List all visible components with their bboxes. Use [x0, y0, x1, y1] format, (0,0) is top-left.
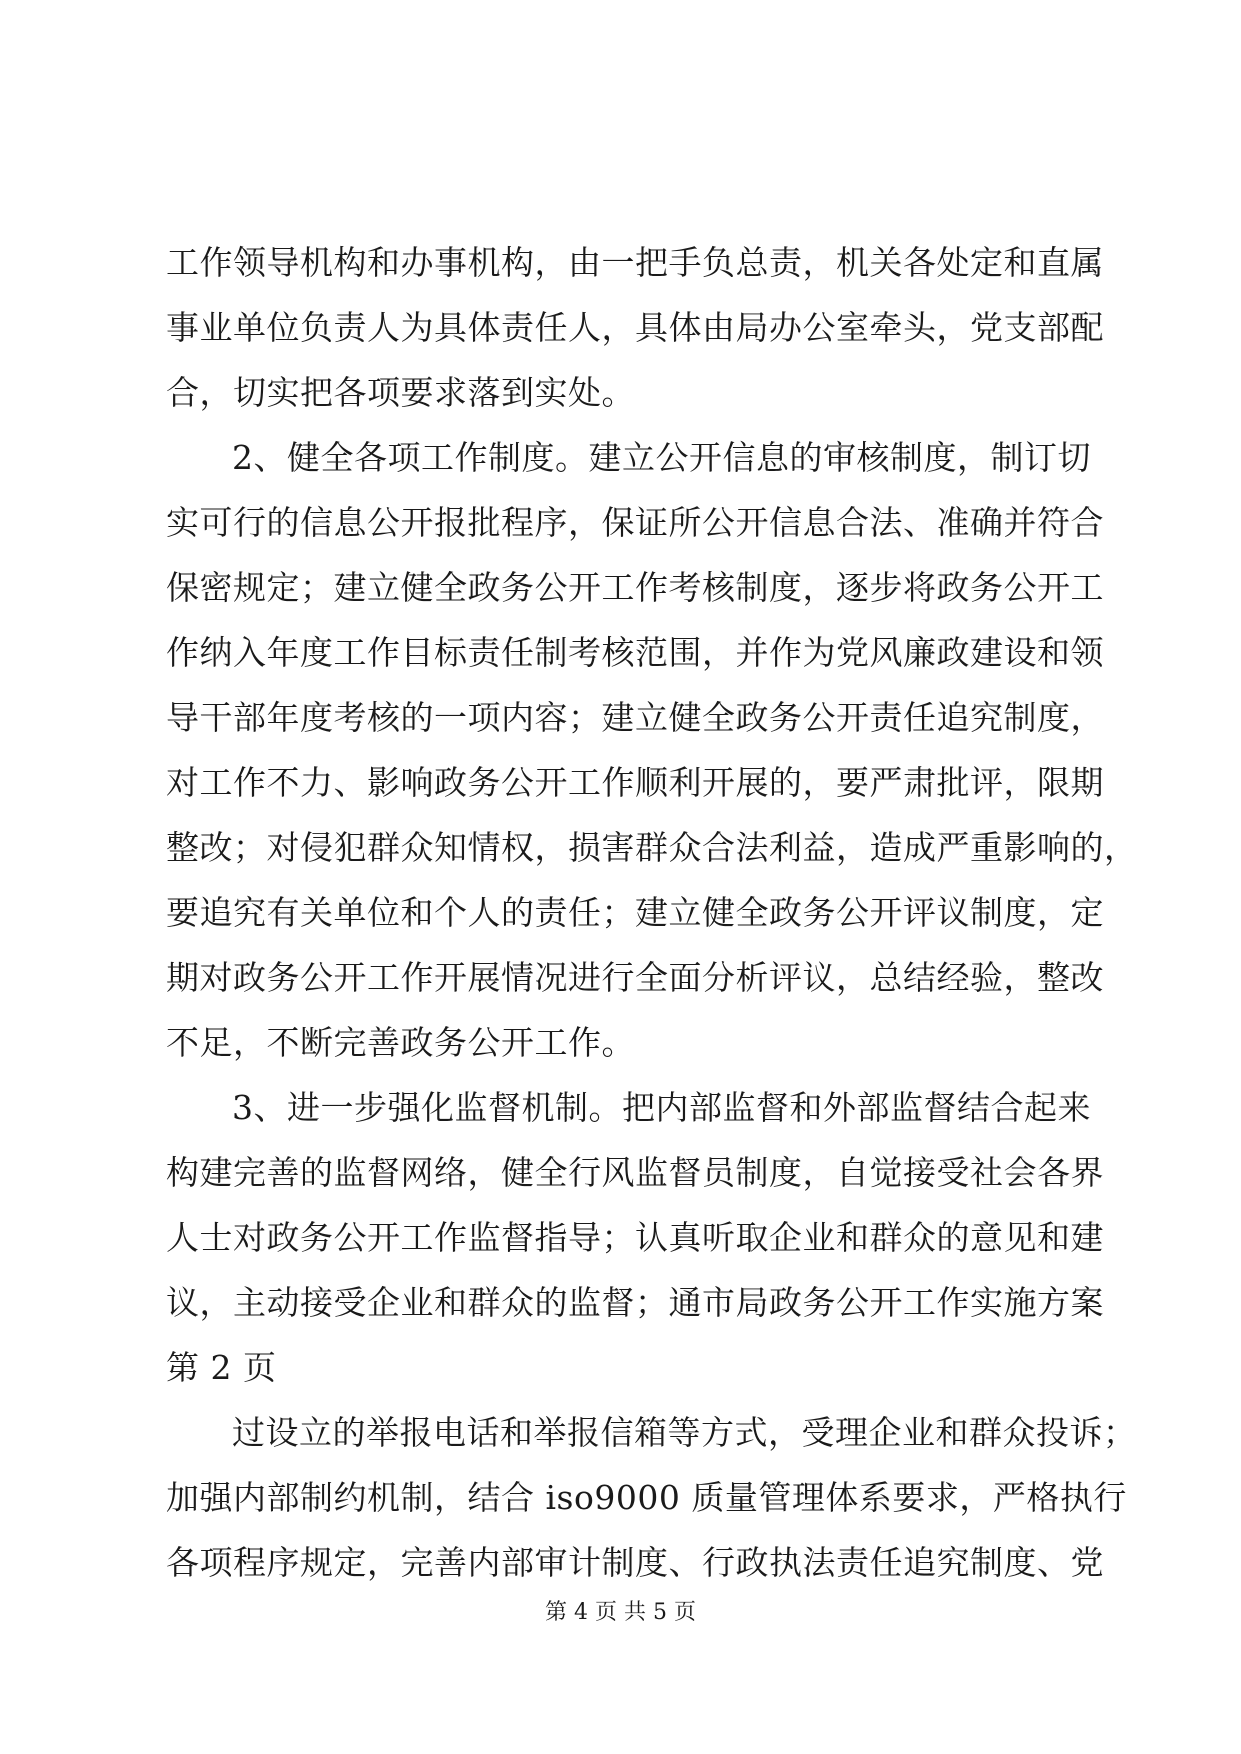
text-line: 导干部年度考核的一项内容；建立健全政务公开责任追究制度， [166, 698, 1104, 737]
text-line: 各项程序规定，完善内部审计制度、行政执法责任追究制度、党 [166, 1543, 1104, 1582]
text-line: 实可行的信息公开报批程序，保证所公开信息合法、准确并符合 [166, 503, 1104, 542]
text-line: 不足，不断完善政务公开工作。 [166, 1023, 635, 1062]
text-line: 议，主动接受企业和群众的监督；通市局政务公开工作实施方案 [166, 1283, 1104, 1322]
paragraph-start-line: 过设立的举报电话和举报信箱等方式，受理企业和群众投诉； [232, 1413, 1137, 1452]
text-line: 保密规定；建立健全政务公开工作考核制度，逐步将政务公开工 [166, 568, 1104, 607]
text-line: 对工作不力、影响政务公开工作顺利开展的，要严肃批评，限期 [166, 763, 1104, 802]
text-line: 作纳入年度工作目标责任制考核范围，并作为党风廉政建设和领 [166, 633, 1104, 672]
text-line: 期对政务公开工作开展情况进行全面分析评议，总结经验，整改 [166, 958, 1104, 997]
text-line: 合，切实把各项要求落到实处。 [166, 373, 635, 412]
text-line: 事业单位负责人为具体责任人，具体由局办公室牵头，党支部配 [166, 308, 1104, 347]
text-line: 加强内部制约机制，结合 iso9000 质量管理体系要求，严格执行 [166, 1478, 1127, 1517]
paragraph-start-line: 3、进一步强化监督机制。把内部监督和外部监督结合起来 [232, 1088, 1091, 1127]
page-footer: 第 4 页 共 5 页 [545, 1600, 696, 1625]
text-line: 构建完善的监督网络，健全行风监督员制度，自觉接受社会各界 [166, 1153, 1104, 1192]
text-line: 整改；对侵犯群众知情权，损害群众合法利益，造成严重影响的， [166, 828, 1138, 867]
text-line: 人士对政务公开工作监督指导；认真听取企业和群众的意见和建 [166, 1218, 1104, 1257]
paragraph-start-line: 2、健全各项工作制度。建立公开信息的审核制度，制订切 [232, 438, 1091, 477]
inline-page-marker: 第 2 页 [166, 1348, 277, 1387]
text-line: 工作领导机构和办事机构，由一把手负总责，机关各处定和直属 [166, 243, 1104, 282]
document-body [166, 230, 1138, 1595]
text-line: 要追究有关单位和个人的责任；建立健全政务公开评议制度，定 [166, 893, 1104, 932]
